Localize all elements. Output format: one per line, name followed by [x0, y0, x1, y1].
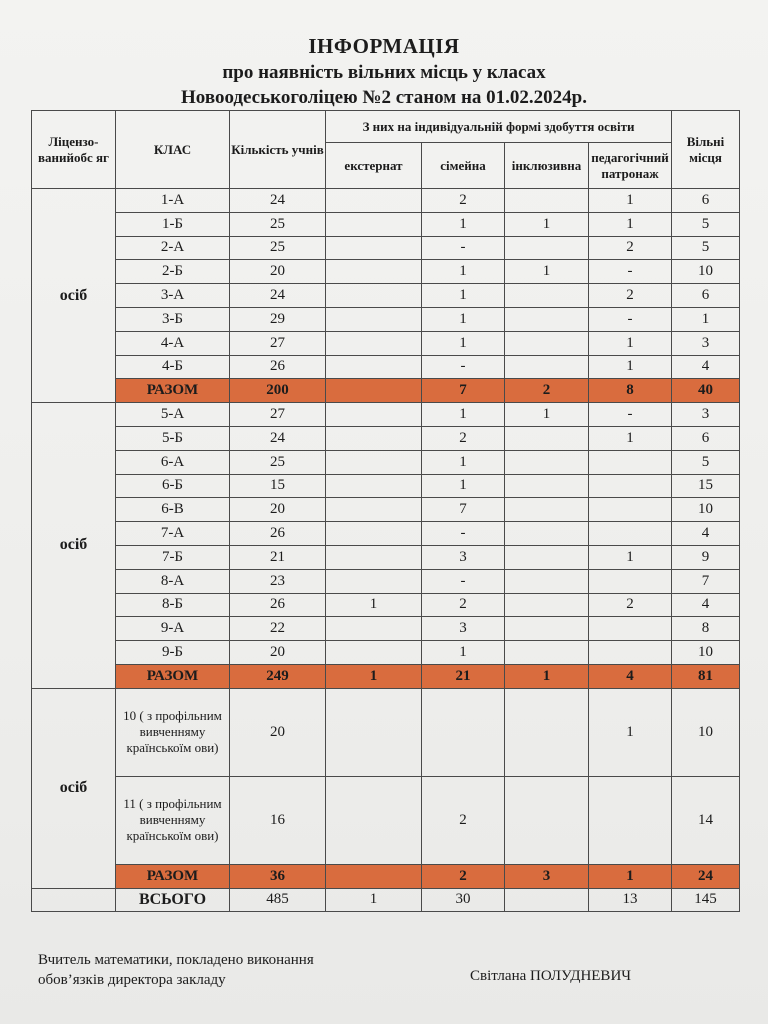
- cell-free: 6: [672, 189, 740, 213]
- cell-ped: 2: [589, 236, 672, 260]
- subtotal-ekst: 1: [326, 664, 422, 688]
- cell-sim: 1: [422, 307, 505, 331]
- subtotal-free: 81: [672, 664, 740, 688]
- table-row: [32, 776, 740, 864]
- class-cell: 5-Б: [116, 426, 230, 450]
- table-row: [32, 189, 740, 213]
- document-title: ІНФОРМАЦІЯ: [308, 34, 460, 58]
- cell-sim: 2: [422, 426, 505, 450]
- cell-ekst: [326, 688, 422, 776]
- cell-ekst: [326, 522, 422, 546]
- cell-sim: 3: [422, 545, 505, 569]
- class-cell: 4-А: [116, 331, 230, 355]
- table-row: [32, 522, 740, 546]
- cell-free: 10: [672, 688, 740, 776]
- header-pedagogical: педагогічний патронаж: [589, 143, 672, 189]
- grand-total-row: [32, 888, 740, 912]
- cell-ekst: [326, 569, 422, 593]
- table-row: [32, 355, 740, 379]
- subtotal-inkl: 2: [505, 379, 589, 403]
- cell-ped: 1: [589, 212, 672, 236]
- class-cell: 6-А: [116, 450, 230, 474]
- header-licensed: Ліцензо-ванийобс яг: [32, 111, 116, 189]
- cell-free: 1: [672, 307, 740, 331]
- cell-ekst: [326, 284, 422, 308]
- cell-ped: [589, 450, 672, 474]
- cell-ekst: [326, 426, 422, 450]
- cell-count: 20: [230, 260, 326, 284]
- cell-ped: -: [589, 307, 672, 331]
- cell-ekst: [326, 236, 422, 260]
- cell-ekst: [326, 545, 422, 569]
- cell-sim: 1: [422, 284, 505, 308]
- cell-count: 25: [230, 450, 326, 474]
- table-row: [32, 450, 740, 474]
- subtotal-label: РАЗОМ: [116, 379, 230, 403]
- subtotal-count: 249: [230, 664, 326, 688]
- cell-free: 8: [672, 617, 740, 641]
- table-body: [32, 189, 740, 912]
- table-row: [32, 403, 740, 427]
- class-cell: 9-А: [116, 617, 230, 641]
- table-row: [32, 260, 740, 284]
- cell-count: 23: [230, 569, 326, 593]
- table-row: [32, 331, 740, 355]
- cell-count: 26: [230, 593, 326, 617]
- group-label: осіб: [32, 189, 116, 403]
- cell-inkl: [505, 284, 589, 308]
- class-cell: 2-Б: [116, 260, 230, 284]
- cell-free: 4: [672, 593, 740, 617]
- cell-ped: 1: [589, 331, 672, 355]
- cell-ped: -: [589, 260, 672, 284]
- cell-inkl: [505, 331, 589, 355]
- cell-free: 15: [672, 474, 740, 498]
- cell-free: 5: [672, 236, 740, 260]
- cell-sim: -: [422, 236, 505, 260]
- cell-free: 4: [672, 522, 740, 546]
- class-cell: 7-Б: [116, 545, 230, 569]
- cell-inkl: 1: [505, 260, 589, 284]
- cell-sim: 2: [422, 776, 505, 864]
- cell-count: 24: [230, 284, 326, 308]
- cell-ped: [589, 498, 672, 522]
- cell-inkl: [505, 498, 589, 522]
- cell-count: 26: [230, 355, 326, 379]
- footer-position-line2: обов’язків директора закладу: [38, 972, 226, 988]
- cell-ekst: [326, 403, 422, 427]
- cell-free: 10: [672, 260, 740, 284]
- subtotal-ped: 4: [589, 664, 672, 688]
- cell-inkl: [505, 307, 589, 331]
- cell-sim: -: [422, 569, 505, 593]
- cell-ped: 1: [589, 426, 672, 450]
- subtotal-free: 40: [672, 379, 740, 403]
- subtotal-row: [32, 864, 740, 888]
- footer-signature: Світлана ПОЛУДНЕВИЧ: [470, 968, 632, 984]
- cell-inkl: [505, 236, 589, 260]
- cell-ped: 2: [589, 593, 672, 617]
- cell-ped: 1: [589, 688, 672, 776]
- cell-count: 25: [230, 236, 326, 260]
- subtotal-row: [32, 664, 740, 688]
- cell-sim: -: [422, 522, 505, 546]
- cell-sim: 1: [422, 641, 505, 665]
- cell-ped: 1: [589, 355, 672, 379]
- cell-ekst: 1: [326, 593, 422, 617]
- header-free-places: Вільні місця: [672, 111, 740, 189]
- footer-position: [38, 950, 314, 990]
- cell-ekst: [326, 498, 422, 522]
- cell-sim: 1: [422, 474, 505, 498]
- cell-free: 10: [672, 641, 740, 665]
- cell-ekst: [326, 776, 422, 864]
- cell-ekst: [326, 212, 422, 236]
- cell-sim: 1: [422, 260, 505, 284]
- cell-free: 6: [672, 284, 740, 308]
- subtotal-count: 36: [230, 864, 326, 888]
- header-class: КЛАС: [116, 111, 230, 189]
- table-row: [32, 593, 740, 617]
- subtotal-inkl: 1: [505, 664, 589, 688]
- table-row: [32, 641, 740, 665]
- subtotal-ped: 8: [589, 379, 672, 403]
- subtotal-row: [32, 379, 740, 403]
- cell-inkl: 1: [505, 403, 589, 427]
- subtotal-label: РАЗОМ: [116, 864, 230, 888]
- cell-count: 22: [230, 617, 326, 641]
- cell-count: 16: [230, 776, 326, 864]
- grand-total-sim: 30: [422, 888, 505, 912]
- cell-free: 3: [672, 331, 740, 355]
- grand-total-label: ВСЬОГО: [116, 888, 230, 912]
- cell-ekst: [326, 450, 422, 474]
- header-student-count: Кількість учнів: [230, 111, 326, 189]
- group-label: осіб: [32, 688, 116, 888]
- cell-ekst: [326, 189, 422, 213]
- cell-sim: 1: [422, 331, 505, 355]
- cell-sim: 2: [422, 189, 505, 213]
- cell-free: 9: [672, 545, 740, 569]
- subtotal-sim: 2: [422, 864, 505, 888]
- cell-sim: 7: [422, 498, 505, 522]
- table-row: [32, 212, 740, 236]
- class-cell: 5-А: [116, 403, 230, 427]
- cell-ekst: [326, 260, 422, 284]
- group-label: осіб: [32, 403, 116, 689]
- class-cell: 11 ( з профільним вивченняму країнськоїм ови): [116, 776, 230, 864]
- document-subtitle-school: Новоодеськоголіцею №2 станом на 01.02.2024р.: [181, 87, 587, 108]
- class-cell: 3-Б: [116, 307, 230, 331]
- vacancy-table: [31, 110, 740, 912]
- table-row: [32, 307, 740, 331]
- cell-free: 6: [672, 426, 740, 450]
- grand-total-free: 145: [672, 888, 740, 912]
- header-inclusive: інклюзивна: [505, 143, 589, 189]
- grand-total-spacer: [32, 888, 116, 912]
- table-row: [32, 569, 740, 593]
- cell-inkl: [505, 641, 589, 665]
- cell-sim: 1: [422, 212, 505, 236]
- cell-count: 15: [230, 474, 326, 498]
- cell-sim: 3: [422, 617, 505, 641]
- table-row: [32, 688, 740, 776]
- cell-ped: 2: [589, 284, 672, 308]
- cell-ped: [589, 474, 672, 498]
- cell-inkl: [505, 688, 589, 776]
- subtotal-ekst: [326, 864, 422, 888]
- cell-inkl: [505, 593, 589, 617]
- cell-count: 20: [230, 688, 326, 776]
- cell-count: 29: [230, 307, 326, 331]
- class-cell: 8-Б: [116, 593, 230, 617]
- document-subtitle: про наявність вільних місць у класах: [222, 62, 546, 83]
- cell-ekst: [326, 641, 422, 665]
- cell-inkl: [505, 776, 589, 864]
- cell-sim: 1: [422, 450, 505, 474]
- subtotal-label: РАЗОМ: [116, 664, 230, 688]
- class-cell: 4-Б: [116, 355, 230, 379]
- grand-total-inkl: [505, 888, 589, 912]
- cell-sim: -: [422, 355, 505, 379]
- cell-inkl: [505, 617, 589, 641]
- cell-inkl: [505, 545, 589, 569]
- cell-ped: -: [589, 403, 672, 427]
- cell-ped: [589, 522, 672, 546]
- cell-free: 5: [672, 212, 740, 236]
- table-row: [32, 426, 740, 450]
- footer-position-line1: Вчитель математики, покладено виконання: [38, 952, 314, 968]
- cell-count: 24: [230, 426, 326, 450]
- class-cell: 1-А: [116, 189, 230, 213]
- class-cell: 10 ( з профільним вивченняму країнськоїм ови): [116, 688, 230, 776]
- grand-total-count: 485: [230, 888, 326, 912]
- cell-free: 5: [672, 450, 740, 474]
- header-external: екстернат: [326, 143, 422, 189]
- cell-inkl: [505, 474, 589, 498]
- subtotal-inkl: 3: [505, 864, 589, 888]
- cell-ekst: [326, 355, 422, 379]
- cell-free: 10: [672, 498, 740, 522]
- subtotal-count: 200: [230, 379, 326, 403]
- cell-ekst: [326, 307, 422, 331]
- subtotal-sim: 7: [422, 379, 505, 403]
- cell-free: 4: [672, 355, 740, 379]
- grand-total-ped: 13: [589, 888, 672, 912]
- subtotal-ped: 1: [589, 864, 672, 888]
- cell-ped: [589, 617, 672, 641]
- class-cell: 3-А: [116, 284, 230, 308]
- table-row: [32, 474, 740, 498]
- cell-count: 25: [230, 212, 326, 236]
- cell-free: 14: [672, 776, 740, 864]
- cell-sim: 1: [422, 403, 505, 427]
- class-cell: 7-А: [116, 522, 230, 546]
- cell-count: 24: [230, 189, 326, 213]
- cell-inkl: [505, 450, 589, 474]
- cell-ped: 1: [589, 189, 672, 213]
- table-row: [32, 284, 740, 308]
- class-cell: 8-А: [116, 569, 230, 593]
- class-cell: 9-Б: [116, 641, 230, 665]
- cell-count: 20: [230, 498, 326, 522]
- subtotal-free: 24: [672, 864, 740, 888]
- header-individual-forms: З них на індивідуальній формі здобуття освіти: [326, 111, 672, 143]
- cell-inkl: [505, 355, 589, 379]
- cell-inkl: [505, 189, 589, 213]
- table-row: [32, 236, 740, 260]
- cell-count: 26: [230, 522, 326, 546]
- grand-total-ekst: 1: [326, 888, 422, 912]
- cell-free: 3: [672, 403, 740, 427]
- cell-count: 20: [230, 641, 326, 665]
- cell-free: 7: [672, 569, 740, 593]
- cell-inkl: [505, 569, 589, 593]
- cell-ped: [589, 641, 672, 665]
- class-cell: 2-А: [116, 236, 230, 260]
- cell-inkl: 1: [505, 212, 589, 236]
- cell-count: 21: [230, 545, 326, 569]
- class-cell: 6-В: [116, 498, 230, 522]
- cell-ped: [589, 569, 672, 593]
- cell-ekst: [326, 331, 422, 355]
- subtotal-ekst: [326, 379, 422, 403]
- header-family: сімейна: [422, 143, 505, 189]
- cell-ped: 1: [589, 545, 672, 569]
- cell-count: 27: [230, 403, 326, 427]
- table-row: [32, 617, 740, 641]
- cell-count: 27: [230, 331, 326, 355]
- class-cell: 6-Б: [116, 474, 230, 498]
- cell-inkl: [505, 522, 589, 546]
- cell-sim: [422, 688, 505, 776]
- table-row: [32, 498, 740, 522]
- class-cell: 1-Б: [116, 212, 230, 236]
- cell-ekst: [326, 617, 422, 641]
- cell-ekst: [326, 474, 422, 498]
- cell-inkl: [505, 426, 589, 450]
- cell-ped: [589, 776, 672, 864]
- cell-sim: 2: [422, 593, 505, 617]
- table-row: [32, 545, 740, 569]
- subtotal-sim: 21: [422, 664, 505, 688]
